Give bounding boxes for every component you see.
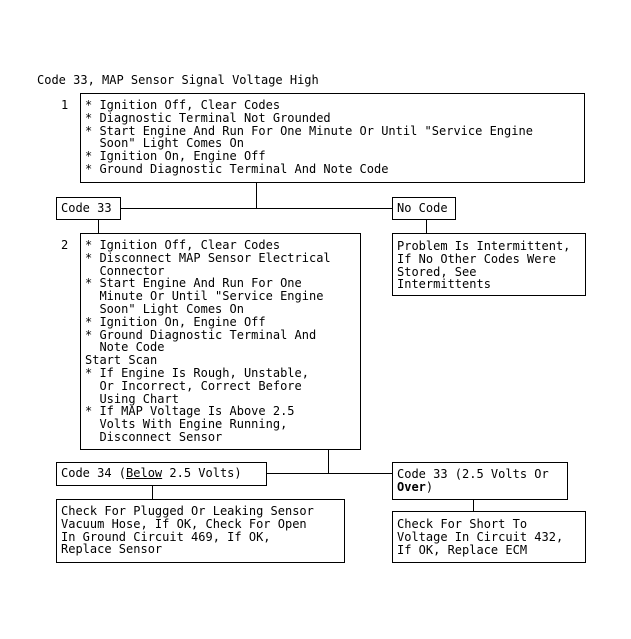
- step-2-line: Connector: [85, 263, 165, 278]
- step-2-box: [80, 233, 361, 450]
- step-2-line: Minute Or Until "Service Engine: [85, 289, 324, 304]
- step-1-text: [85, 99, 533, 176]
- step-2-line: * If Engine Is Rough, Unstable,: [85, 365, 309, 380]
- step-1-line: * Ignition On, Engine Off: [85, 149, 266, 164]
- no-code-label: No Code: [397, 201, 448, 215]
- connector-line: [328, 450, 329, 474]
- result-right-line: Check For Short To: [397, 517, 528, 531]
- step-2-line: * Ignition On, Engine Off: [85, 314, 266, 329]
- step-2-line: Soon" Light Comes On: [85, 301, 244, 316]
- step-2-line: * If MAP Voltage Is Above 2.5: [85, 404, 295, 419]
- result-left-box: [56, 499, 345, 563]
- connector-line: [121, 208, 393, 209]
- result-left-text: [61, 505, 314, 556]
- code-34-label: [61, 467, 242, 480]
- step-1-line: Soon" Light Comes On: [85, 136, 244, 151]
- connector-line: [98, 220, 99, 233]
- step-2-line: Or Incorrect, Correct Before: [85, 378, 302, 393]
- code-34-emphasis: Below: [126, 466, 163, 480]
- result-right-text: [397, 518, 563, 556]
- result-left-line: Replace Sensor: [61, 542, 163, 557]
- intermittent-line: Intermittents: [397, 277, 491, 292]
- code-33-volts-label: [397, 468, 549, 494]
- code-34-prefix: Code 34 (: [61, 466, 127, 480]
- code-33-label: Code 33: [61, 201, 112, 215]
- step-2-line: Using Chart: [85, 391, 179, 406]
- step-2-line: Volts With Engine Running,: [85, 417, 288, 432]
- intermittent-text: [397, 240, 570, 291]
- step-1-line: * Start Engine And Run For One Minute Or Until "Service Engine: [85, 123, 533, 138]
- intermittent-line: Stored, See: [397, 264, 477, 279]
- step-2-number: 2: [61, 238, 69, 252]
- step-2-line: * Start Engine And Run For One: [85, 276, 302, 291]
- code-34-branch-box: [56, 462, 267, 486]
- code-34-suffix: 2.5 Volts): [162, 466, 242, 480]
- step-2-line: Note Code: [85, 340, 165, 355]
- step-1-line: * Diagnostic Terminal Not Grounded: [85, 110, 331, 125]
- connector-line: [426, 220, 427, 233]
- no-code-branch-box: [392, 197, 456, 220]
- step-1-box: [80, 93, 585, 183]
- connector-line: [256, 183, 257, 209]
- code-33-volts-branch-box: [392, 462, 568, 500]
- result-right-line: If OK, Replace ECM: [397, 542, 528, 557]
- code-33-volts-line1: Code 33 (2.5 Volts Or: [397, 467, 549, 481]
- connector-line: [152, 486, 153, 500]
- step-2-text: [85, 239, 331, 444]
- step-2-line: Disconnect Sensor: [85, 429, 223, 444]
- intermittent-box: [392, 233, 586, 296]
- result-left-line: Vacuum Hose, If OK, Check For Open: [61, 516, 307, 531]
- result-right-box: [392, 511, 586, 563]
- connector-line: [267, 473, 393, 474]
- result-left-line: Check For Plugged Or Leaking Sensor: [61, 504, 314, 518]
- step-2-line: * Disconnect MAP Sensor Electrical: [85, 250, 331, 265]
- step-2-line: Start Scan: [85, 353, 158, 368]
- code-33-volts-suffix: ): [425, 479, 434, 494]
- step-2-line: * Ignition Off, Clear Codes: [85, 238, 281, 252]
- step-1-line: * Ground Diagnostic Terminal And Note Code: [85, 161, 389, 176]
- result-right-line: Voltage In Circuit 432,: [397, 529, 564, 544]
- result-left-line: In Ground Circuit 469, If OK,: [61, 529, 271, 544]
- code-33-volts-emphasis: Over: [397, 479, 426, 494]
- step-2-line: * Ground Diagnostic Terminal And: [85, 327, 317, 342]
- page-title: Code 33, MAP Sensor Signal Voltage High: [37, 73, 319, 87]
- code-33-branch-box: [56, 197, 121, 220]
- step-1-number: 1: [61, 98, 69, 112]
- step-1-line: * Ignition Off, Clear Codes: [85, 98, 281, 112]
- intermittent-line: If No Other Codes Were: [397, 251, 556, 266]
- intermittent-line: Problem Is Intermittent,: [397, 239, 571, 253]
